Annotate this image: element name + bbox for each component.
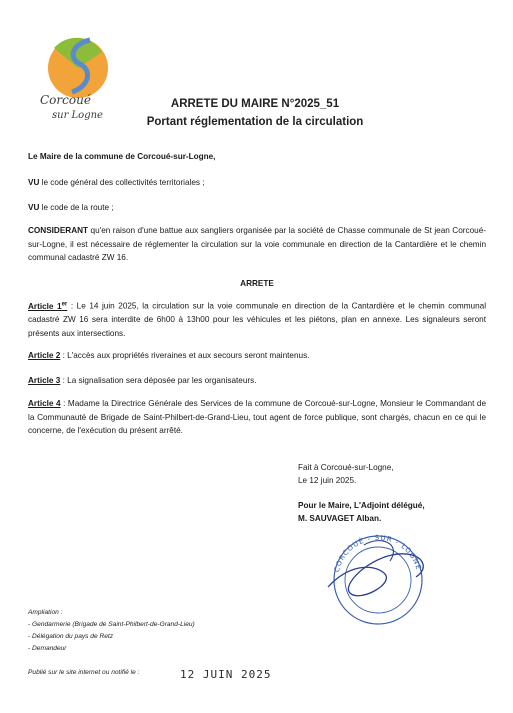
- intro-line: Le Maire de la commune de Corcoué-sur-Logne,: [28, 152, 216, 161]
- considerant-paragraph: [28, 224, 486, 265]
- document-title: ARRETE DU MAIRE N°2025_51: [170, 98, 340, 110]
- stamp-inner-ring: [345, 547, 411, 613]
- official-stamp: [320, 525, 435, 635]
- ampliation-title: Ampliation :: [28, 609, 63, 616]
- signature-place: Fait à Corcoué-sur-Logne,: [298, 463, 394, 472]
- vu-text: le code de la route ;: [39, 203, 114, 212]
- article-4: [28, 397, 486, 438]
- article-4-text: : Madame la Directrice Générale des Services de la commune de Corcoué-sur-Logne, Monsieur le Commandant de la Communauté de Brigade de Saint-Philbert-de-Grand-Lieu, tout agent de force publique, sont chargés, chacun en ce qui le concerne, de l'exécution du présent arrêté.: [28, 399, 486, 435]
- vu-label: VU: [28, 203, 40, 212]
- considerant-text: qu'en raison d'une battue aux sangliers organisée par la société de Chasse communale de St jean Corcoué-sur-Logne, il est nécessaire de réglementer la circulation sur la voie communale en direction de la Cantardière et le chemin communal cadastré ZW 16.: [28, 226, 486, 262]
- article-3-label: Article 3: [28, 376, 61, 385]
- corcoue-logo: [32, 30, 127, 125]
- vu-paragraph-1: [28, 176, 486, 190]
- article-2-text: : L'accès aux propriétés riveraines et aux secours seront maintenus.: [60, 351, 310, 360]
- vu-label: VU: [28, 178, 40, 187]
- ampliation-item: - Gendarmerie (Brigade de Saint-Philbert-de-Grand-Lieu): [28, 621, 195, 628]
- ampliation-item: - Demandeur: [28, 645, 67, 652]
- vu-paragraph-2: [28, 201, 486, 215]
- article-2-label: Article 2: [28, 351, 61, 360]
- publication-label: Publié sur le site internet ou notifié le :: [28, 669, 140, 676]
- article-1-text: Le 14 juin 2025, la circulation sur la voie communale en direction de la Cantardière et le chemin communal cadastré ZW 16 sera interdite de 6h00 à 13h00 pour les véhicules et les piétons, plan en annexe. Les signaleurs seront présents aux intersections.: [28, 301, 487, 338]
- publication-date-stamp: 12 JUIN 2025: [180, 668, 272, 681]
- vu-text: le code général des collectivités territoriales ;: [39, 178, 205, 187]
- article-2: [28, 349, 486, 363]
- ampliation-item: - Délégation du pays de Retz: [28, 633, 114, 640]
- arrete-heading: ARRETE: [240, 279, 274, 288]
- signature-flourish: [364, 541, 393, 561]
- signature-name: M. SAUVAGET Alban.: [298, 514, 382, 523]
- considerant-label: CONSIDERANT: [28, 226, 89, 235]
- logo-text-line2: sur Logne: [52, 110, 103, 121]
- stamp-text: CORCOUÉ - SUR - LOGNE: [332, 533, 423, 574]
- article-1: Article 1er : Le 14 juin 2025, la circulation sur la voie communale en direction de la Cantardière et le chemin communal cadastré ZW 16 sera interdite de 6h00 à 13h00 pour les véhicules et les piétons, plan en annexe. Les signaleurs seront présents aux intersections.: [28, 301, 487, 338]
- article-3: [28, 374, 486, 388]
- document-subtitle: Portant réglementation de la circulation: [146, 116, 364, 128]
- article-1-label: Article 1er: [28, 301, 68, 311]
- article-4-label: Article 4: [28, 399, 61, 408]
- signature-date: Le 12 juin 2025.: [298, 476, 357, 485]
- article-3-text: : La signalisation sera déposée par les organisateurs.: [60, 376, 257, 385]
- logo-text-line1: Corcoué: [40, 93, 91, 107]
- signature-role: Pour le Maire, L'Adjoint délégué,: [298, 501, 425, 510]
